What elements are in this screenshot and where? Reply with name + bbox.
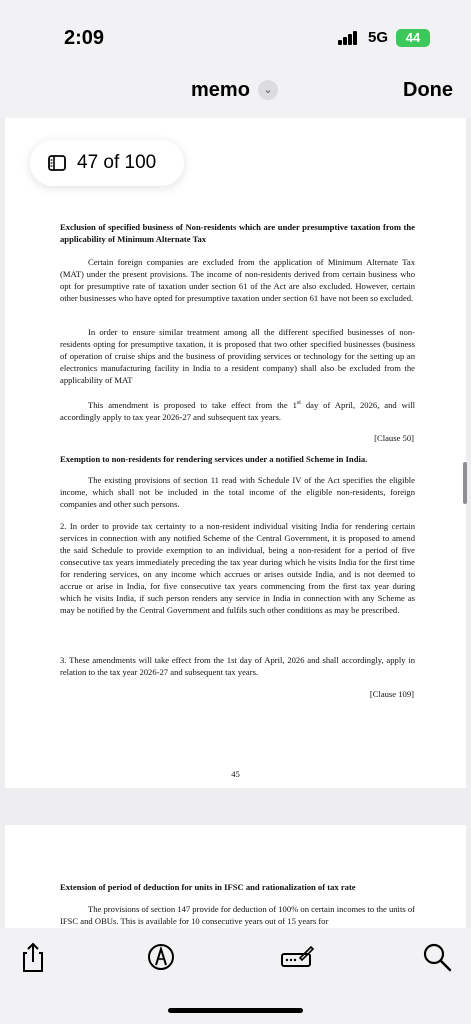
clause-reference: [Clause 50] [374, 433, 414, 443]
superscript: st [296, 400, 301, 406]
paragraph: The provisions of section 147 provide for deduction of 100% on certain incomes to the units of IFSC and OBUs. This is available for 10 consecutive years out of 15 years for [60, 904, 415, 926]
pdf-page-45 [5, 118, 466, 788]
paragraph: The existing provisions of section 11 read with Schedule IV of the Act specifies the eligible income, which shall not be included in the total income of the eligible non-residents, foreign companies and other such persons. [60, 475, 415, 509]
sidebar-icon [48, 155, 66, 171]
pdf-page-46 [5, 825, 466, 928]
search-icon[interactable] [420, 940, 454, 974]
paragraph: 3. These amendments will take effect from the 1st day of April, 2026 and shall accordingly, apply in relation to the tax year 2026-27 and subsequent tax years. [60, 655, 415, 677]
paragraph: Certain foreign companies are excluded from the application of Minimum Alternate Tax (MAT) under the present provisions. The income of non-residents derived from certain business who opt for presumptive rate of taxation under section 61 of the Act are also excluded. However, certain other businesses who have opted for presumptive taxation under section 61 have not been so excluded. [60, 257, 415, 303]
home-indicator [168, 1008, 303, 1013]
section-heading: Exclusion of specified business of Non-residents which are under presumptive taxation from the applicability of Minimum Alternate Tax [60, 222, 415, 244]
status-time: 2:09 [64, 27, 105, 49]
page-number: 45 [231, 769, 240, 779]
scrollbar[interactable] [463, 462, 467, 504]
battery-level: 44 [405, 30, 421, 45]
status-bar [0, 0, 471, 70]
paragraph-text: This amendment is proposed to take effect from the 1 [88, 399, 297, 410]
paragraph-text: day of April, 2026, and will accordingly apply to tax year 2026-27 and subsequent tax years. [60, 399, 415, 422]
document-title[interactable]: memo [191, 79, 250, 101]
clause-reference: [Clause 109] [369, 689, 414, 699]
signature-icon[interactable] [280, 940, 314, 974]
paragraph: 2. In order to provide tax certainty to a non-resident individual visiting India for rendering certain services in connection with any notified Scheme of the Central Government, it is proposed to amend the said Schedule to provide exemption to an individual, being a non-resident for a period of five consecutive tax years immediately preceding the tax year during which he visits India for the first time for rendering services, on any income which accrues or arises outside India, and is not deemed to accrue or arise in India, for five consecutive tax years commencing from the first tax year during which he visits India, if such person renders any service in India in connection with any Scheme as may be notified by the Central Government and fulfils such other conditions as may be prescribed. [60, 521, 415, 615]
share-icon[interactable] [16, 940, 50, 974]
paragraph: In order to ensure similar treatment among all the different specified businesses of non-residents opting for presumptive taxation, it is proposed that two other specified businesses (business of operation of cruise ships and the business of providing services or technology for the setting up an electronics manufacturing facility in India to a resident company) shall also be excluded from the applicability of MAT [60, 327, 415, 385]
page-indicator[interactable] [30, 140, 184, 186]
section-heading: Exemption to non-residents for rendering services under a notified Scheme in India. [60, 454, 368, 464]
page-indicator-label: 47 of 100 [77, 152, 157, 173]
signal-icon [338, 31, 360, 45]
paragraph [60, 397, 415, 423]
network-label: 5G [368, 29, 389, 46]
battery-icon [396, 29, 430, 47]
markup-icon[interactable] [144, 940, 178, 974]
document-viewer[interactable] [0, 118, 471, 928]
section-heading: Extension of period of deduction for units in IFSC and rationalization of tax rate [60, 882, 356, 892]
done-button[interactable]: Done [403, 79, 453, 101]
chevron-down-icon[interactable]: ⌄ [258, 80, 278, 100]
